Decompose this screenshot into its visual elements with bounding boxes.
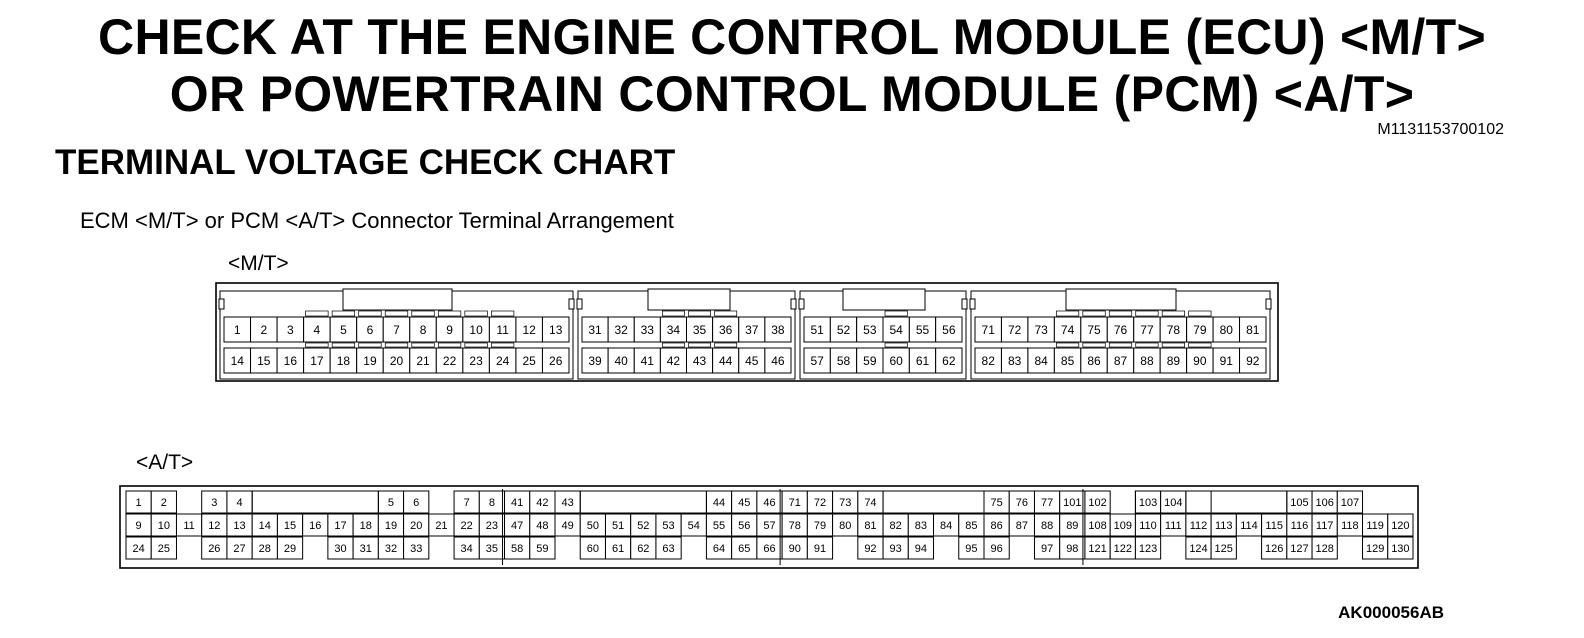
terminal-number: 6 (413, 496, 420, 509)
terminal-number: 34 (460, 542, 473, 555)
terminal-number: 57 (763, 519, 776, 532)
terminal-number: 61 (611, 542, 625, 555)
terminal-number: 62 (637, 542, 650, 555)
terminal-number: 41 (511, 496, 524, 509)
terminal-number: 101 (1063, 496, 1082, 509)
terminal-number: 2 (260, 322, 268, 337)
terminal-number: 40 (614, 353, 628, 368)
terminal-number: 62 (942, 353, 956, 368)
terminal-number: 22 (460, 519, 473, 532)
terminal-number: 48 (536, 519, 549, 532)
terminal-number: 55 (915, 322, 930, 337)
terminal-number: 81 (1246, 322, 1260, 337)
terminal-number: 1 (233, 322, 241, 337)
terminal-number: 16 (283, 353, 298, 368)
mt-guide-notch (970, 299, 975, 309)
terminal-number: 82 (889, 519, 902, 532)
terminal-number: 9 (135, 519, 142, 532)
terminal-number: 106 (1315, 496, 1334, 509)
terminal-number: 1 (135, 496, 142, 509)
terminal-number: 110 (1139, 519, 1157, 532)
terminal-number: 60 (889, 353, 903, 368)
mt-guide-notch (569, 299, 574, 309)
mt-connector-label: <M/T> (228, 252, 289, 275)
terminal-number: 88 (1040, 519, 1054, 532)
terminal-number: 129 (1365, 542, 1385, 555)
terminal-number: 61 (915, 353, 930, 368)
terminal-number: 126 (1265, 542, 1284, 555)
terminal-number: 71 (981, 322, 995, 337)
terminal-number: 98 (1066, 542, 1079, 555)
terminal-number: 43 (561, 496, 574, 509)
terminal-number: 32 (614, 322, 628, 337)
terminal-number: 45 (745, 353, 759, 368)
terminal-number: 74 (1060, 322, 1075, 337)
terminal-number: 5 (340, 322, 347, 337)
terminal-number: 31 (359, 542, 372, 555)
terminal-number: 64 (712, 542, 726, 555)
terminal-number: 125 (1214, 542, 1233, 555)
terminal-number: 29 (283, 542, 297, 555)
terminal-number: 10 (157, 519, 170, 532)
terminal-number: 108 (1088, 519, 1107, 532)
terminal-number: 44 (712, 496, 726, 509)
terminal-number: 18 (359, 519, 372, 532)
terminal-number: 6 (366, 322, 374, 337)
terminal-number: 21 (435, 519, 448, 532)
terminal-number: 15 (283, 519, 297, 532)
terminal-number: 27 (233, 542, 246, 555)
terminal-number: 45 (738, 496, 751, 509)
terminal-number: 49 (561, 519, 574, 532)
terminal-number: 94 (914, 542, 928, 555)
terminal-number: 39 (588, 353, 602, 368)
terminal-number: 19 (363, 353, 377, 368)
terminal-number: 23 (485, 519, 499, 532)
terminal-number: 85 (965, 519, 978, 532)
mt-connector (216, 283, 1278, 381)
terminal-number: 82 (981, 353, 995, 368)
terminal-number: 86 (1087, 353, 1101, 368)
terminal-number: 128 (1315, 542, 1334, 555)
terminal-number: 19 (384, 519, 398, 532)
terminal-number: 117 (1315, 519, 1334, 532)
terminal-number: 130 (1391, 542, 1410, 555)
terminal-number: 87 (1113, 353, 1128, 368)
terminal-number: 105 (1290, 496, 1309, 509)
terminal-number: 60 (586, 542, 599, 555)
terminal-number: 103 (1138, 496, 1158, 509)
terminal-number: 21 (416, 353, 430, 368)
mt-guide-notch (791, 299, 796, 309)
terminal-number: 84 (940, 519, 953, 532)
terminal-number: 7 (463, 496, 470, 509)
terminal-number: 123 (1138, 542, 1158, 555)
terminal-number: 84 (1034, 353, 1048, 368)
terminal-number: 77 (1140, 322, 1154, 337)
terminal-number: 91 (1219, 353, 1233, 368)
mt-lock-tab (843, 289, 925, 310)
title-line-2: OR POWERTRAIN CONTROL MODULE (PCM) <A/T> (169, 66, 1415, 122)
terminal-number: 88 (1140, 353, 1154, 368)
terminal-number: 57 (810, 353, 824, 368)
terminal-number: 20 (389, 353, 404, 368)
terminal-number: 42 (536, 496, 549, 509)
terminal-number: 112 (1189, 519, 1208, 532)
terminal-number: 3 (287, 322, 294, 337)
terminal-number: 2 (160, 496, 167, 509)
terminal-number: 17 (334, 519, 347, 532)
mt-guide-notch (799, 299, 804, 309)
diagram-description: ECM <M/T> or PCM <A/T> Connector Terminal Arrangement (80, 208, 674, 233)
terminal-number: 102 (1088, 496, 1107, 509)
terminal-number: 75 (1087, 322, 1101, 337)
document-id: M1131153700102 (1377, 121, 1504, 138)
terminal-number: 73 (839, 496, 852, 509)
terminal-number: 20 (410, 519, 423, 532)
terminal-number: 4 (236, 496, 243, 509)
mt-guide-notch (577, 299, 582, 309)
terminal-number: 12 (522, 322, 536, 337)
terminal-number: 52 (637, 519, 650, 532)
mt-guide-notch (219, 299, 224, 309)
at-connector (120, 486, 1418, 568)
terminal-number: 119 (1366, 519, 1384, 532)
terminal-number: 79 (1193, 322, 1207, 337)
terminal-number: 66 (763, 542, 776, 555)
terminal-number: 11 (496, 322, 509, 337)
terminal-number: 90 (788, 542, 801, 555)
terminal-number: 78 (788, 519, 801, 532)
terminal-number: 76 (1015, 496, 1028, 509)
terminal-number: 5 (387, 496, 395, 509)
terminal-number: 38 (771, 322, 785, 337)
at-connector-label: <A/T> (136, 451, 194, 474)
terminal-number: 89 (1066, 519, 1079, 532)
terminal-number: 54 (687, 519, 700, 532)
mt-lock-tab (1066, 289, 1176, 310)
terminal-number: 95 (965, 542, 978, 555)
terminal-number: 85 (1060, 353, 1075, 368)
terminal-number: 111 (1164, 519, 1182, 532)
terminal-number: 33 (640, 322, 654, 337)
terminal-number: 81 (864, 519, 877, 532)
terminal-number: 54 (889, 322, 903, 337)
terminal-number: 22 (442, 353, 457, 368)
terminal-number: 93 (889, 542, 902, 555)
terminal-number: 24 (495, 353, 510, 368)
terminal-number: 87 (1015, 519, 1028, 532)
terminal-number: 77 (1040, 496, 1054, 509)
terminal-number: 83 (914, 519, 928, 532)
terminal-number: 50 (586, 519, 599, 532)
terminal-number: 9 (446, 322, 453, 337)
terminal-number: 91 (813, 542, 827, 555)
terminal-number: 35 (485, 542, 499, 555)
terminal-number: 72 (1008, 322, 1022, 337)
figure-id: AK000056AB (1338, 603, 1444, 622)
terminal-number: 80 (1219, 322, 1233, 337)
terminal-number: 120 (1391, 519, 1410, 532)
terminal-number: 118 (1341, 519, 1359, 532)
terminal-number: 30 (334, 542, 347, 555)
terminal-number: 47 (511, 519, 524, 532)
terminal-number: 86 (990, 519, 1003, 532)
terminal-number: 16 (309, 519, 322, 532)
terminal-number: 58 (511, 542, 524, 555)
terminal-number: 59 (536, 542, 549, 555)
terminal-number: 52 (836, 322, 851, 337)
terminal-number: 89 (1166, 353, 1181, 368)
terminal-number: 63 (662, 542, 675, 555)
terminal-number: 43 (692, 353, 707, 368)
terminal-number: 121 (1088, 542, 1107, 555)
terminal-number: 72 (813, 496, 827, 509)
terminal-number: 31 (588, 322, 602, 337)
terminal-number: 33 (410, 542, 423, 555)
terminal-number: 83 (1008, 353, 1022, 368)
terminal-number: 23 (469, 353, 483, 368)
terminal-number: 76 (1113, 322, 1128, 337)
terminal-number: 12 (208, 519, 221, 532)
terminal-number: 71 (788, 496, 801, 509)
terminal-number: 116 (1290, 519, 1309, 532)
terminal-number: 32 (384, 542, 398, 555)
terminal-number: 25 (157, 542, 170, 555)
terminal-number: 13 (549, 322, 563, 337)
terminal-number: 58 (836, 353, 851, 368)
terminal-number: 92 (1246, 353, 1260, 368)
terminal-number: 55 (712, 519, 726, 532)
terminal-number: 56 (738, 519, 751, 532)
terminal-number: 7 (393, 322, 400, 337)
terminal-number: 97 (1040, 542, 1054, 555)
terminal-number: 8 (419, 322, 427, 337)
terminal-number: 73 (1034, 322, 1048, 337)
terminal-number: 10 (469, 322, 483, 337)
terminal-number: 59 (863, 353, 877, 368)
mt-lock-tab (343, 289, 452, 310)
mt-lock-tab (648, 289, 730, 310)
terminal-number: 96 (990, 542, 1003, 555)
terminal-number: 124 (1189, 542, 1208, 555)
terminal-number: 113 (1214, 519, 1233, 532)
terminal-number: 17 (310, 353, 324, 368)
terminal-number: 78 (1166, 322, 1181, 337)
terminal-number: 90 (1193, 353, 1207, 368)
terminal-number: 46 (763, 496, 776, 509)
terminal-number: 11 (183, 519, 195, 532)
terminal-number: 36 (719, 322, 733, 337)
terminal-number: 37 (745, 322, 759, 337)
terminal-number: 114 (1240, 519, 1258, 532)
terminal-number: 41 (640, 353, 654, 368)
terminal-number: 65 (738, 542, 751, 555)
terminal-number: 51 (611, 519, 625, 532)
terminal-number: 34 (666, 322, 681, 337)
terminal-number: 53 (662, 519, 675, 532)
terminal-number: 53 (863, 322, 877, 337)
mt-guide-notch (1266, 299, 1271, 309)
terminal-number: 56 (942, 322, 956, 337)
terminal-number: 92 (864, 542, 877, 555)
terminal-number: 42 (666, 353, 681, 368)
terminal-number: 80 (839, 519, 852, 532)
terminal-number: 127 (1290, 542, 1309, 555)
terminal-number: 4 (313, 322, 321, 337)
terminal-number: 14 (230, 353, 244, 368)
terminal-number: 35 (692, 322, 707, 337)
terminal-number: 109 (1113, 519, 1132, 532)
terminal-number: 104 (1164, 496, 1183, 509)
terminal-number: 79 (813, 519, 827, 532)
terminal-number: 13 (233, 519, 246, 532)
terminal-number: 8 (488, 496, 495, 509)
terminal-number: 74 (864, 496, 877, 509)
terminal-number: 122 (1113, 542, 1132, 555)
terminal-number: 26 (208, 542, 221, 555)
terminal-number: 28 (258, 542, 271, 555)
terminal-number: 3 (211, 496, 218, 509)
terminal-number: 18 (336, 353, 351, 368)
terminal-number: 75 (990, 496, 1003, 509)
mt-guide-notch (962, 299, 967, 309)
section-title: TERMINAL VOLTAGE CHECK CHART (55, 143, 676, 182)
terminal-number: 14 (258, 519, 271, 532)
terminal-number: 46 (771, 353, 785, 368)
terminal-number: 26 (549, 353, 563, 368)
title-line-1: CHECK AT THE ENGINE CONTROL MODULE (ECU) <M/T> (98, 9, 1486, 65)
terminal-number: 24 (132, 542, 145, 555)
terminal-number: 51 (810, 322, 824, 337)
terminal-number: 15 (257, 353, 271, 368)
terminal-number: 107 (1340, 496, 1360, 509)
terminal-number: 44 (719, 353, 733, 368)
terminal-number: 115 (1265, 519, 1283, 532)
terminal-number: 25 (522, 353, 536, 368)
